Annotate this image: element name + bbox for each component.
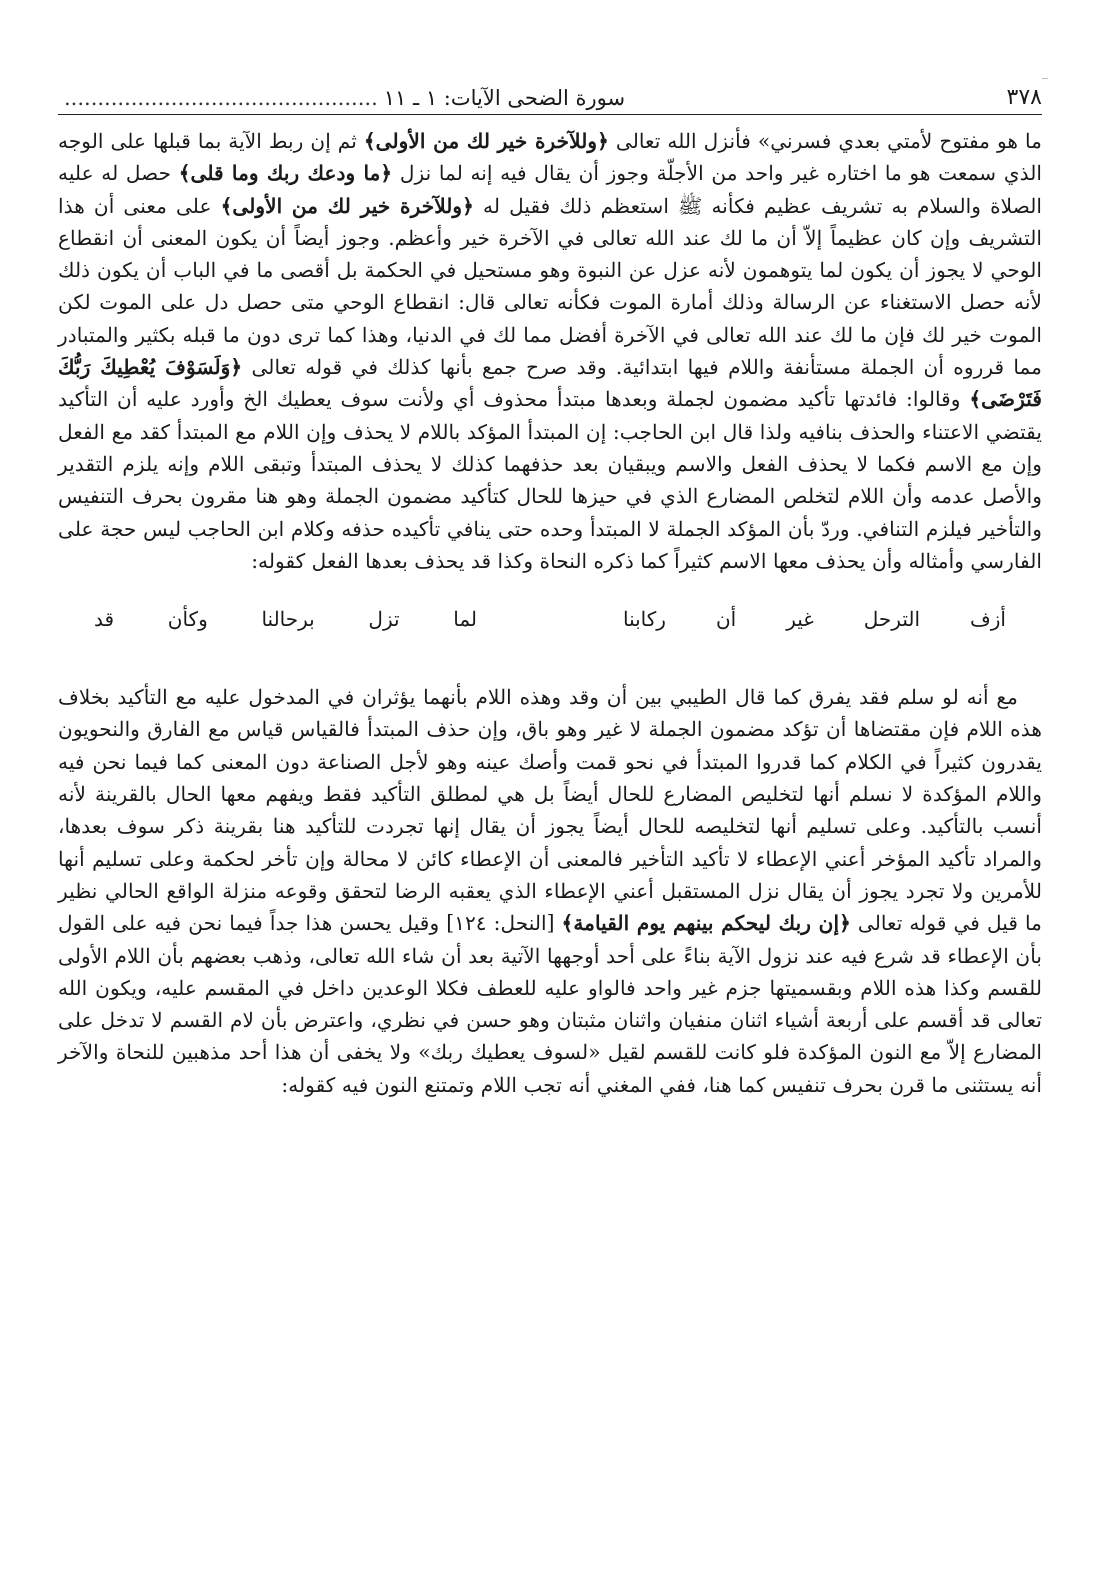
paragraph-1-text-run: حصل له عليه الصلاة والسلام به تشريف عظيم فكأنه ﷺ استعظم ذلك فقيل له [58, 161, 1042, 218]
paragraph-1-quran-quote: ﴿وللآخرة خير لك من الأولى﴾ [363, 129, 609, 153]
verse-first-hemistich: أزف الترحل غير أن ركابنا [622, 607, 1006, 632]
surah-title: سورة الضحى الآيات: ١ ـ ١١ [383, 86, 626, 110]
paragraph-1-text-run: ما هو مفتوح لأمتي بعدي فسرني» فأنزل الله تعالى [608, 129, 1042, 153]
leader-dots: ............................................... [64, 86, 378, 110]
paragraph-1-quran-quote: ﴿وللآخرة خير لك من الأولى﴾ [220, 193, 474, 218]
poetry-verse [94, 603, 1006, 635]
paragraph-2-text-run: مع أنه لو سلم فقد يفرق كما قال الطيبي بين أن وقد وهذه اللام بأنهما يؤثران في المدخول عليه مع التأكيد بخلاف هذه اللام فإن مقتضاها أن تؤكد مضمون الجملة لا غير وهو باق، وإن حذف المبتدأ فالقياس قياس مع الفارق والنحويون يقدرون كثيراً في الكلام كما قدروا المبتدأ في نحو قمت وأصك عينه وهو لأجل الصناعة دون المعنى كما فيما نحن فيه واللام المؤكدة لا نسلم أنها لتخليص المضارع للحال أيضاً بل هي لمطلق التأكيد فقط ويفهم معها الحال بالقرينة لأنه أنسب بالتأكيد. وعلى تسليم أنها لتخليصه للحال أيضاً يجوز أن يقال إنها تجردت للتأكيد هنا بقرينة ذكر سوف بعدها، والمراد تأكيد المؤخر أعني الإعطاء لا تأكيد التأخير فالمعنى أن الإعطاء كائن لا محالة وإن تأخر لحكمة وعلى تسليم أنها للأمرين ولا تجرد يجوز أن يقال نزل المستقبل أعني الإعطاء الذي يعقبه الرضا لتحقق وقوعه منزلة الواقع الحالي نظير ما قيل في قوله تعالى [58, 685, 1042, 936]
paragraph-1 [58, 125, 1042, 577]
running-header [58, 74, 1042, 110]
book-page [58, 74, 1042, 1101]
corner-mark [1042, 78, 1048, 79]
header-rule [58, 114, 1042, 115]
page-number: ٣٧٨ [1006, 85, 1042, 110]
paragraph-1-quran-quote: ﴿ما ودعك ربك وما قلى﴾ [178, 161, 393, 186]
paragraph-1-text-run: على معنى أن هذا التشريف وإن كان عظيماً إلاّ أن ما لك عند الله تعالى في الآخرة خير وأعظم. وجوز أيضاً أن يكون المعنى أن انقطاع الوحي لا يجوز أن يكون لما يتوهمون لأنه عزل عن النبوة وهو مستحيل في الحكمة بل أقصى ما في الباب أن يكون ذلك لأنه حصل الاستغناء عن الرسالة وذلك أمارة الموت فكأنه تعالى قال: انقطاع الوحي متى حصل دل على الموت لكن الموت خير لك فإن ما لك عند الله تعالى في الآخرة أفضل مما لك في الدنيا، وهذا كما ترى دون ما قبله بكثير والمتبادر مما قرروه أن الجملة مستأنفة واللام فيها ابتدائية. وقد صرح جمع بأنها كذلك في قوله تعالى [58, 193, 1042, 380]
paragraph-1-quran-quote: ﴿وَلَسَوْفَ يُعْطِيكَ رَبُّكَ فَتَرْضَى﴾ [58, 355, 1042, 412]
paragraph-2-quran-quote: ﴿إن ربك ليحكم بينهم يوم القيامة﴾ [561, 911, 851, 936]
paragraph-1-text-run: وقالوا: فائدتها تأكيد مضمون لجملة وبعدها مبتدأ محذوف أي ولأنت سوف يعطيك الخ وأورد عليه أن التأكيد يقتضي الاعتناء والحذف بنافيه ولذا قال ابن الحاجب: إن المبتدأ المؤكد باللام لا يحذف وإن اللام مع المبتدأ كقد مع الفعل وإن مع الاسم فكما لا يحذف الفعل والاسم ويبقيان بعد حذفهما كذلك لا يحذف المبتدأ وتبقى اللام وإنه يلزم التقدير والأصل عدمه وأن اللام لتخلص المضارع الذي في حيزها للحال كتأكيد مضمون الجملة وهو هنا مقرون بحرف التنفيس والتأخير فيلزم التنافي. وردّ بأن المؤكد الجملة لا المبتدأ وحده حتى ينافي تأكيده حذفه وكلام ابن الحاجب ليس حجة على الفارسي وأمثاله وأن يحذف معها الاسم كثيراً كما ذكره النحاة وكذا قد يحذف بعدها الفعل كقوله: [58, 387, 1042, 573]
paragraph-1-text-run: ثم إن ربط الآية بما قبلها على الوجه الذي سمعت هو ما اختاره غير واحد من الأجلّة وجوز أن يقال فيه إنه لما نزل [58, 129, 1042, 186]
verse-second-hemistich: لما تزل برحالنا وكأن قد [94, 607, 478, 632]
paragraph-2-text-run: [النحل: ١٢٤] وقيل يحسن هذا جداً فيما نحن فيه على القول بأن الإعطاء قد شرع فيه عند نزول الآية بناءً على أحد أوجهها الآتية بعد أن شاء الله تعالى، وذهب بعضهم بأن اللام الأولى للقسم وكذا هذه اللام وبقسميتها جزم غير واحد فالواو عليه للعطف فكلا الوعدين داخل في المقسم عليه، ويكون الله تعالى قد أقسم على أربعة أشياء اثنان منفيان واثنان مثبتان وهو حسن في نظري، واعترض بأن لام القسم لا تدخل على المضارع إلاّ مع النون المؤكدة فلو كانت للقسم لقيل «لسوف يعطيك ربك» ولا يخفى أن هذا أحد مذهبين للنحاة والآخر أنه يستثنى ما قرن بحرف تنفيس كما هنا، ففي المغني أنه تجب اللام وتمتنع النون فيه كقوله: [58, 911, 1042, 1097]
surah-title-group [58, 86, 625, 110]
paragraph-2 [58, 681, 1042, 1101]
